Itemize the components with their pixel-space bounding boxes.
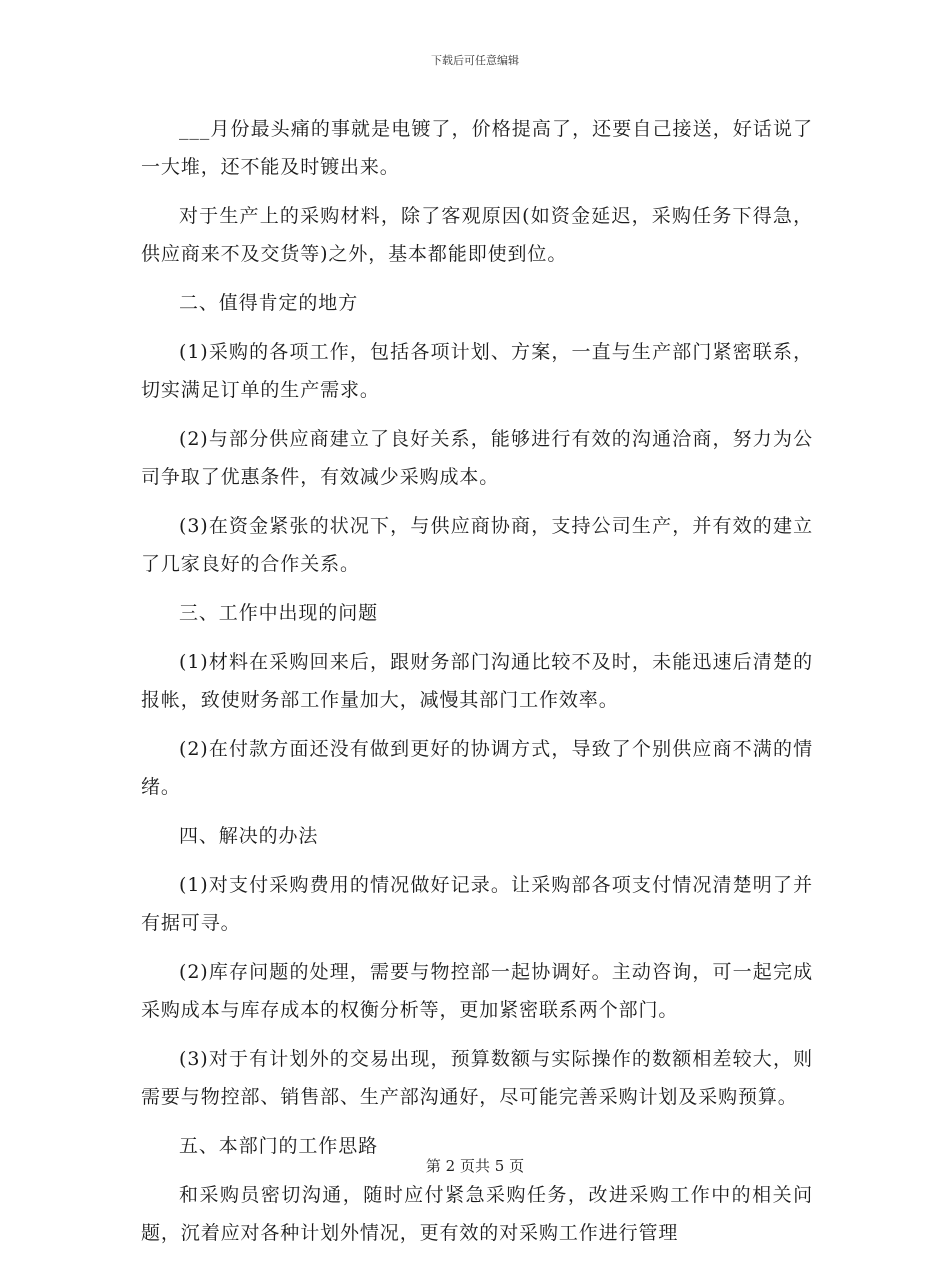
section-heading-3: 三、工作中出现的问题: [179, 602, 379, 624]
section-heading-4: 四、解决的办法: [179, 825, 319, 847]
paragraph-materials: 对于生产上的采购材料，除了客观原因(如资金延迟，采购任务下得急，供应商来不及交货等)之外，基本都能即使到位。: [141, 205, 813, 265]
paragraph-item-4-3: (3)对于有计划外的交易出现，预算数额与实际操作的数额相差较大，则需要与物控部、销售部、生产部沟通好，尽可能完善采购计划及采购预算。: [141, 1048, 813, 1108]
page-number-footer: 第 2 页共 5 页: [425, 1157, 525, 1175]
paragraph-work-plan: 和采购员密切沟通，随时应付紧急采购任务，改进采购工作中的相关问题，沉着应对各种计划外情况，更有效的对采购工作进行管理: [141, 1184, 813, 1244]
document-body: [141, 110, 813, 1263]
paragraph-item-2-1: (1)采购的各项工作，包括各项计划、方案，一直与生产部门紧密联系，切实满足订单的生产需求。: [141, 341, 813, 401]
paragraph-item-3-1: (1)材料在采购回来后，跟财务部门沟通比较不及时，未能迅速后清楚的报帐，致使财务部工作量加大，减慢其部门工作效率。: [141, 651, 813, 711]
paragraph-item-4-2: (2)库存问题的处理，需要与物控部一起协调好。主动咨询，可一起完成采购成本与库存成本的权衡分析等，更加紧密联系两个部门。: [141, 961, 813, 1021]
paragraph-item-4-1: (1)对支付采购费用的情况做好记录。让采购部各项支付情况清楚明了并有据可寻。: [141, 874, 813, 934]
paragraph-electroplating: ___月份最头痛的事就是电镀了，价格提高了，还要自己接送，好话说了一大堆，还不能及时镀出来。: [141, 118, 813, 178]
paragraph-item-3-2: (2)在付款方面还没有做到更好的协调方式，导致了个别供应商不满的情绪。: [141, 738, 813, 798]
paragraph-item-2-2: (2)与部分供应商建立了良好关系，能够进行有效的沟通洽商，努力为公司争取了优惠条件，有效减少采购成本。: [141, 428, 813, 488]
paragraph-item-2-3: (3)在资金紧张的状况下，与供应商协商，支持公司生产，并有效的建立了几家良好的合作关系。: [141, 515, 813, 575]
section-heading-2: 二、值得肯定的地方: [179, 292, 359, 314]
page-header: 下载后可任意编辑: [431, 54, 519, 67]
section-heading-5: 五、本部门的工作思路: [179, 1135, 379, 1157]
